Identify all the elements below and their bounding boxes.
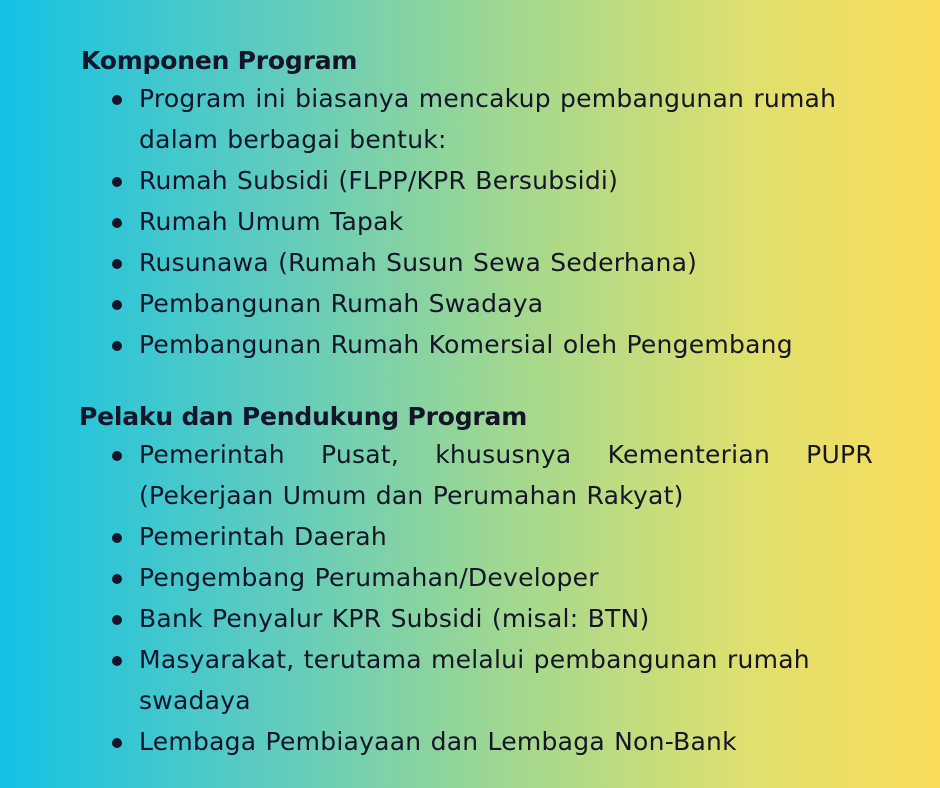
list-item <box>0 557 873 598</box>
bullet-icon <box>112 341 122 351</box>
list-item-text: Pengembang Perumahan/Developer <box>139 563 599 592</box>
bullet-list <box>0 78 940 365</box>
list-item <box>0 598 873 639</box>
bullet-icon <box>112 177 122 187</box>
bullet-icon <box>112 218 122 228</box>
bullet-icon <box>112 574 122 584</box>
bullet-list <box>0 434 940 762</box>
list-item <box>0 201 873 242</box>
list-item <box>0 721 873 762</box>
section-heading: Komponen Program <box>81 46 358 75</box>
list-item-text: Pemerintah Pusat, khususnya Kementerian PUPR (Pekerjaan Umum dan Perumahan Rakyat) <box>139 440 873 510</box>
list-item-text: Rusunawa (Rumah Susun Sewa Sederhana) <box>139 248 698 277</box>
list-item <box>0 434 873 516</box>
section-heading: Pelaku dan Pendukung Program <box>79 402 528 431</box>
bullet-icon <box>112 656 122 666</box>
bullet-icon <box>112 451 122 461</box>
bullet-icon <box>112 95 122 105</box>
list-item-text: Rumah Umum Tapak <box>139 207 404 236</box>
section-komponen-program <box>0 44 940 365</box>
bullet-icon <box>112 533 122 543</box>
list-item <box>0 242 873 283</box>
list-item-text: Pembangunan Rumah Swadaya <box>139 289 544 318</box>
list-item-text: Rumah Subsidi (FLPP/KPR Bersubsidi) <box>139 166 619 195</box>
list-item <box>0 283 873 324</box>
list-item <box>0 160 873 201</box>
list-item <box>0 78 873 160</box>
list-item-text: Pemerintah Daerah <box>139 522 387 551</box>
list-item <box>0 516 873 557</box>
list-item-text: Masyarakat, terutama melalui pembangunan rumah swadaya <box>139 645 810 715</box>
bullet-icon <box>112 300 122 310</box>
list-item <box>0 324 873 365</box>
list-item-text: Pembangunan Rumah Komersial oleh Pengembang <box>139 330 793 359</box>
bullet-icon <box>112 259 122 269</box>
bullet-icon <box>112 738 122 748</box>
list-item <box>0 639 873 721</box>
list-item-text: Bank Penyalur KPR Subsidi (misal: BTN) <box>139 604 650 633</box>
list-item-text: Program ini biasanya mencakup pembangunan rumah dalam berbagai bentuk: <box>139 84 837 154</box>
bullet-icon <box>112 615 122 625</box>
list-item-text: Lembaga Pembiayaan dan Lembaga Non-Bank <box>139 727 737 756</box>
section-pelaku-pendukung <box>0 400 940 762</box>
